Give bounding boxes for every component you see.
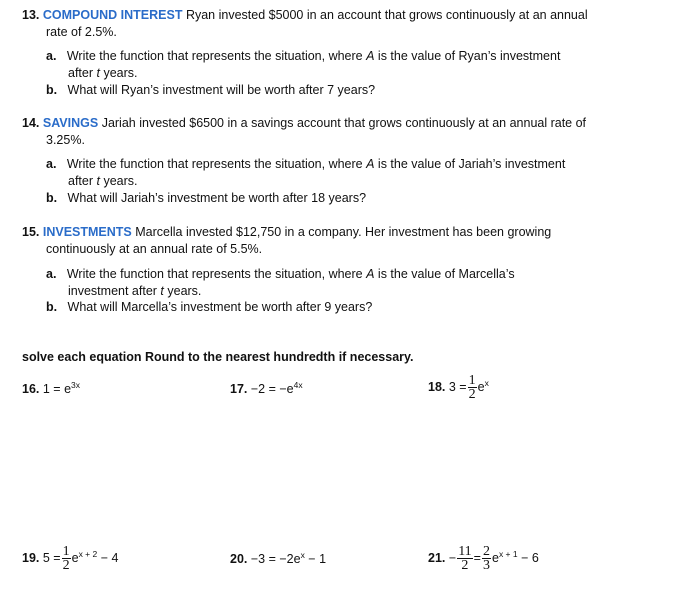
equals-sign: =	[473, 551, 481, 565]
equation-19	[22, 543, 118, 574]
equation-21	[428, 543, 539, 574]
problem-14-line2: 3.25%.	[46, 133, 85, 147]
exponent: x	[484, 378, 489, 388]
problem-15b	[46, 299, 372, 315]
subpart-text: is the value of Marcella’s	[374, 267, 515, 281]
subpart-label: a.	[46, 267, 57, 281]
equation-number: 20.	[230, 552, 248, 566]
problem-text: Marcella invested $12,750 in a company. Her investment has been growing	[131, 225, 552, 239]
problem-14-line1	[22, 115, 586, 131]
problem-keyword: SAVINGS	[42, 116, 99, 130]
numerator: 2	[482, 544, 490, 560]
problem-13-line1	[22, 7, 588, 23]
numerator: 11	[458, 544, 472, 560]
exponent: 3x	[71, 380, 81, 390]
subpart-text: What will Ryan’s investment will be worth after 7 years?	[67, 83, 376, 97]
fraction	[468, 374, 477, 401]
numerator: 1	[468, 373, 476, 389]
fraction	[457, 545, 472, 572]
subpart-label: b.	[46, 300, 58, 314]
denominator: 2	[468, 387, 476, 403]
problem-number: 15.	[22, 225, 40, 239]
equation-number: 19.	[22, 551, 40, 565]
base-e: e	[477, 380, 485, 394]
equation-20	[230, 551, 326, 568]
problem-text: Ryan invested $5000 in an account that grows continuously at an annual	[182, 8, 588, 22]
problem-15a-line2	[68, 283, 201, 299]
equation-16	[22, 381, 80, 398]
exponent: x + 1	[498, 549, 518, 559]
problem-13-line2: rate of 2.5%.	[46, 25, 117, 39]
subpart-text: Write the function that represents the situation, where	[66, 157, 367, 171]
problem-14a	[46, 156, 565, 172]
equation-number: 17.	[230, 382, 248, 396]
subpart-text: after	[68, 174, 97, 188]
equation-17	[230, 381, 303, 398]
problem-number: 14.	[22, 116, 40, 130]
subpart-label: a.	[46, 157, 57, 171]
subpart-label: a.	[46, 49, 57, 63]
subpart-text: is the value of Jariah’s investment	[374, 157, 566, 171]
equation-number: 18.	[428, 380, 446, 394]
exponent: x + 2	[78, 549, 98, 559]
problem-keyword: INVESTMENTS	[42, 225, 132, 239]
problem-13a-line2	[68, 65, 138, 81]
equation-tail: − 4	[97, 551, 119, 565]
variable-A: A	[366, 157, 375, 171]
subpart-text: after	[68, 66, 97, 80]
numerator: 1	[62, 544, 70, 560]
subpart-text: years.	[99, 66, 138, 80]
subpart-text: What will Marcella’s investment be worth after 9 years?	[67, 300, 373, 314]
subpart-text: Write the function that represents the situation, where	[66, 49, 367, 63]
denominator: 2	[461, 558, 469, 574]
equation-expr: −2 = −e	[250, 382, 294, 396]
equation-expr: 1 = e	[42, 382, 72, 396]
subpart-text: years.	[163, 284, 202, 298]
equation-18	[428, 372, 489, 403]
subpart-text: investment after	[68, 284, 161, 298]
exponent: x	[300, 550, 305, 560]
equation-expr: −3 = −2e	[250, 552, 301, 566]
problem-14b	[46, 190, 366, 206]
base-e: e	[491, 551, 499, 565]
problem-15a	[46, 266, 515, 282]
equation-expr: 5 =	[42, 551, 61, 565]
subpart-label: b.	[46, 191, 58, 205]
problem-number: 13.	[22, 8, 40, 22]
exponent: 4x	[293, 380, 303, 390]
problem-15-line1	[22, 224, 551, 240]
equation-tail: − 6	[517, 551, 539, 565]
subpart-text: years.	[99, 174, 138, 188]
equation-number: 21.	[428, 551, 446, 565]
variable-t: t	[96, 174, 100, 188]
equation-number: 16.	[22, 382, 40, 396]
variable-t: t	[96, 66, 100, 80]
subpart-text: What will Jariah’s investment be worth after 18 years?	[67, 191, 367, 205]
variable-t: t	[160, 284, 164, 298]
problem-keyword: COMPOUND INTEREST	[42, 8, 183, 22]
subpart-label: b.	[46, 83, 58, 97]
fraction	[62, 545, 71, 572]
problem-14a-line2	[68, 173, 138, 189]
denominator: 2	[62, 558, 70, 574]
problem-13a	[46, 48, 560, 64]
subpart-text: is the value of Ryan’s investment	[374, 49, 561, 63]
problem-text: Jariah invested $6500 in a savings account that grows continuously at an annual rate of	[98, 116, 587, 130]
equation-tail: − 1	[304, 552, 327, 566]
variable-A: A	[366, 49, 375, 63]
instruction-heading: solve each equation Round to the nearest hundredth if necessary.	[22, 350, 414, 364]
variable-A: A	[366, 267, 375, 281]
problem-13b	[46, 82, 375, 98]
denominator: 3	[482, 558, 490, 574]
problem-15-line2: continuously at an annual rate of 5.5%.	[46, 242, 263, 256]
minus-sign: −	[448, 551, 457, 565]
fraction	[482, 545, 491, 572]
base-e: e	[71, 551, 79, 565]
equation-expr: 3 =	[448, 380, 467, 394]
subpart-text: Write the function that represents the situation, where	[66, 267, 367, 281]
